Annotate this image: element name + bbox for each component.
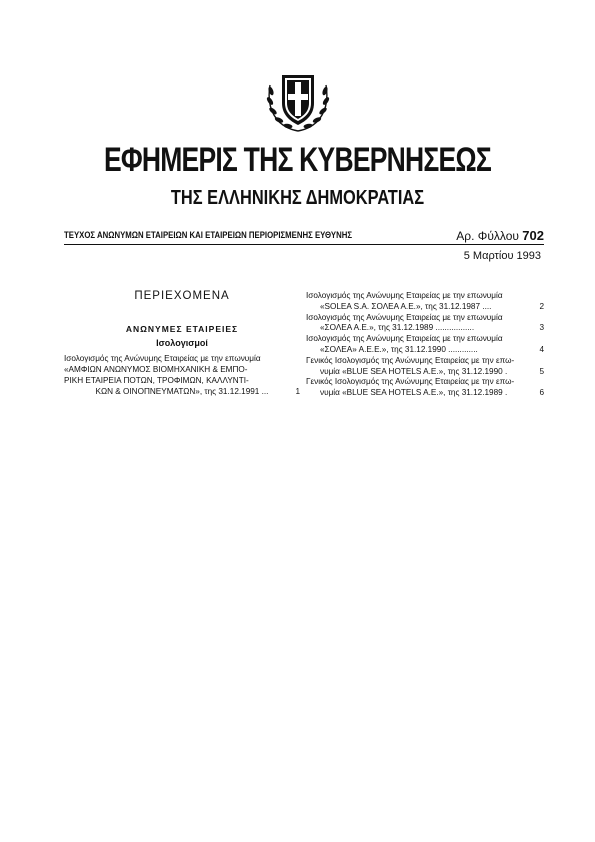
entry-line: νυμία «BLUE SEA HOTELS A.E.», της 31.12.1990 . [320,366,508,376]
entry-line: Ισολογισμός της Ανώνυμης Εταιρείας με την επωνυμία [306,334,503,344]
entry-line: ΚΩΝ & ΟΙΝΟΠΝΕΥΜΑΤΩΝ», της 31.12.1991 ... [95,387,269,396]
entry-page-number: 3 [539,323,544,333]
entry-line: Γενικός Ισολογισμός της Ανώνυμης Εταιρείας με την επω- [306,377,515,387]
entry-page-number: 2 [539,301,544,311]
contents-right-column [306,291,544,399]
entry-page-number: 6 [539,388,544,398]
section-title: ΑΝΩΝΥΜΕΣ ΕΤΑΙΡΕΙΕΣ [125,324,239,334]
contents-left-column [64,290,300,397]
contents-title: ΠΕΡΙΕΧΟΜΕΝΑ [134,290,230,302]
contents-entry [306,334,544,356]
greek-coat-of-arms-icon [262,63,334,135]
contents-entry [306,377,544,399]
issue-line [64,230,544,244]
gazette-subtitle: ΤΗΣ ΕΛΛΗΝΙΚΗΣ ΔΗΜΟΚΡΑΤΙΑΣ [170,187,425,209]
entry-page-number: 1 [295,387,300,396]
contents-entry [306,313,544,335]
sheet-label: Αρ. Φύλλου [456,229,519,243]
subsection-title: Ισολογισμοί [156,338,208,348]
entry-line: «SOLEA S.A. ΣΟΛΕΑ Α.Ε.», της 31.12.1987 .... [320,301,492,311]
gazette-title: ΕΦΗΜΕΡΙΣ ΤΗΣ ΚΥΒΕΡΝΗΣΕΩΣ [103,141,492,179]
contents-entry [306,356,544,378]
entry-page-number: 5 [539,366,544,376]
issue-date: 5 Μαρτίου 1993 [463,250,541,262]
sheet-number: 702 [522,228,544,243]
entry-page-number: 4 [539,344,544,354]
entry-line: Ισολογισμός της Ανώνυμης Εταιρείας με την επωνυμία [64,354,261,363]
entry-line: ΡΙΚΗ ΕΤΑΙΡΕΙΑ ΠΟΤΩΝ, ΤΡΟΦΙΜΩΝ, ΚΑΛΛΥΝΤΙ- [64,376,249,385]
entry-line: «ΣΟΛΕΑ Α.Ε.», της 31.12.1989 ................. [320,323,475,333]
sheet-number-block [456,228,544,243]
entry-line: «ΣΟΛΕΑ» Α.Ε.Ε.», της 31.12.1990 ............. [320,344,478,354]
header-rule [64,244,544,245]
entry-line: Γενικός Ισολογισμός της Ανώνυμης Εταιρείας με την επω- [306,355,515,365]
entry-line: νυμία «BLUE SEA HOTELS A.E.», της 31.12.1989 . [320,388,508,398]
contents-entry [64,353,300,397]
entry-line: Ισολογισμός της Ανώνυμης Εταιρείας με την επωνυμία [306,312,503,322]
issue-type: ΤΕΥΧΟΣ ΑΝΩΝΥΜΩΝ ΕΤΑΙΡΕΙΩΝ ΚΑΙ ΕΤΑΙΡΕΙΩΝ ΠΕΡΙΟΡΙΣΜΕΝΗΣ ΕΥΘΥΝΗΣ [64,230,353,241]
entry-line: «ΑΜΦΙΩΝ ΑΝΩΝΥΜΟΣ ΒΙΟΜΗΧΑΝΙΚΗ & ΕΜΠΟ- [64,365,248,374]
contents-entry [306,291,544,313]
entry-line: Ισολογισμός της Ανώνυμης Εταιρείας με την επωνυμία [306,291,503,300]
